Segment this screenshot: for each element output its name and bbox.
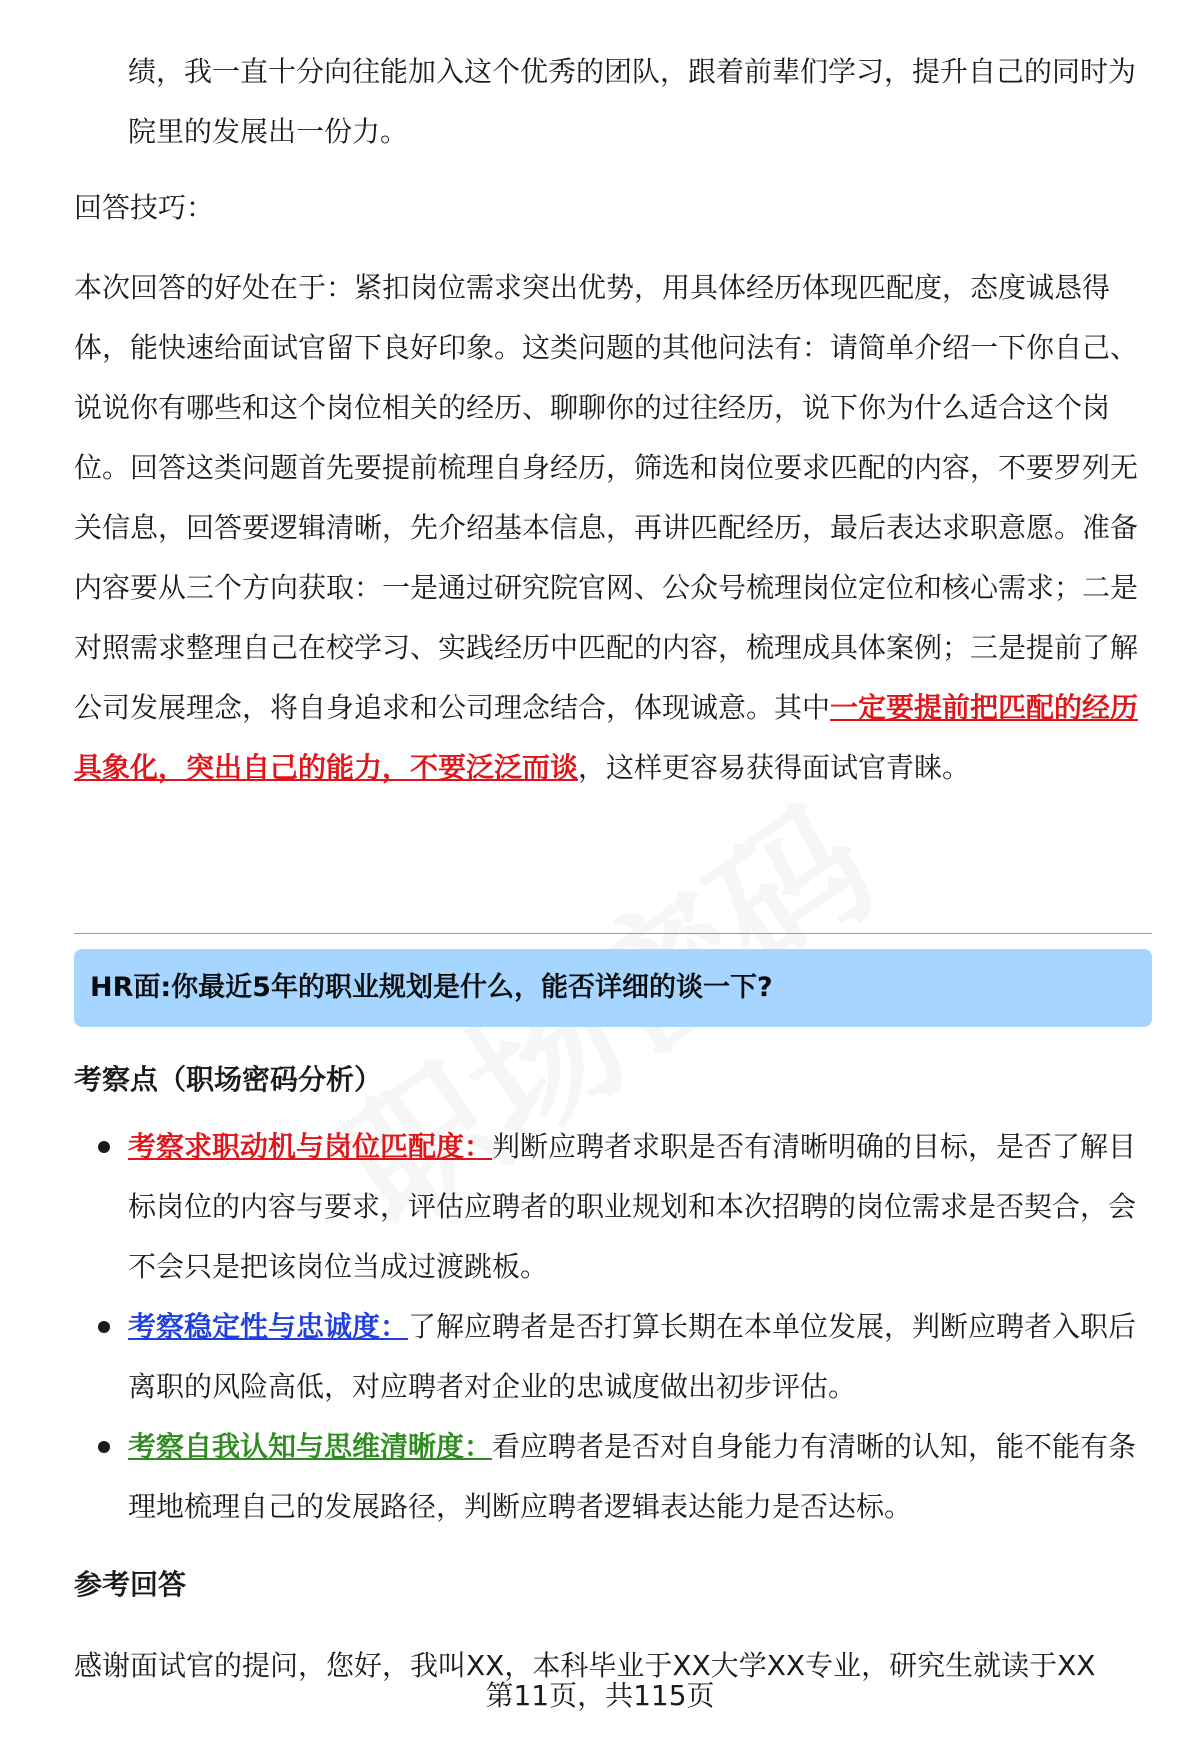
question-text: HR面:你最近5年的职业规划是什么，能否详细的谈一下?	[90, 972, 773, 1003]
analysis-item-label: 考察求职动机与岗位匹配度：	[128, 1130, 493, 1163]
tips-text-end: ，这样更容易获得面试官青睐。	[578, 751, 971, 784]
tips-text-start: 本次回答的好处在于：紧扣岗位需求突出优势，用具体经历体现匹配度，态度诚恳得体，能快速给面试官留下良好印象。这类问题的其他问法有：请简单介绍一下你自己、说说你有哪些和这个岗位相关的经历、聊聊你的过往经历，说下你为什么适合这个岗位。回答这类问题首先要提前梳理自身经历，筛选和岗位要求匹配的内容，不要罗列无关信息，回答要逻辑清晰，先介绍基本信息，再讲匹配经历，最后表达求职意愿。准备内容要从三个方向获取：一是通过研究院官网、公众号梳理岗位定位和核心需求；二是对照需求整理自己在校学习、实践经历中匹配的内容，梳理成具体案例；三是提前了解公司发展理念，将自身追求和公司理念结合，体现诚意。其中	[74, 271, 1139, 724]
analysis-item	[128, 1117, 1152, 1297]
question-box	[74, 949, 1152, 1027]
analysis-item-text: 了解应聘者是否打算长期在本单位发展，判断应聘者入职后离职的风险高低，对应聘者对企业的忠诚度做出初步评估。	[128, 1310, 1137, 1403]
bullet-dot	[98, 1321, 110, 1333]
analysis-item-label: 考察自我认知与思维清晰度：	[128, 1430, 493, 1463]
analysis-item-label: 考察稳定性与忠诚度：	[128, 1310, 409, 1343]
page-footer: 第11页，共115页	[485, 1679, 715, 1712]
reference-text: 感谢面试官的提问，您好，我叫XX，本科毕业于XX大学XX专业，研究生就读于XX	[74, 1649, 1096, 1682]
analysis-title: 考察点（职场密码分析）	[74, 1063, 383, 1096]
tips-paragraph	[74, 258, 1152, 798]
analysis-item-text: 看应聘者是否对自身能力有清晰的认知，能不能有条理地梳理自己的发展路径，判断应聘者逻辑表达能力是否达标。	[128, 1430, 1137, 1523]
section-divider	[74, 933, 1152, 934]
bullet-dot	[98, 1141, 110, 1153]
analysis-item-text: 判断应聘者求职是否有清晰明确的目标，是否了解目标岗位的内容与要求，评估应聘者的职业规划和本次招聘的岗位需求是否契合，会不会只是把该岗位当成过渡跳板。	[128, 1130, 1137, 1283]
tips-highlight: 一定要提前把匹配的经历具象化，突出自己的能力，不要泛泛而谈	[74, 691, 1139, 784]
analysis-item	[128, 1417, 1152, 1537]
tips-title: 回答技巧：	[74, 191, 215, 224]
analysis-item	[128, 1297, 1152, 1417]
bullet-dot	[98, 1441, 110, 1453]
intro-paragraph: 绩，我一直十分向往能加入这个优秀的团队，跟着前辈们学习，提升自己的同时为院里的发展出一份力。	[128, 55, 1137, 148]
reference-title: 参考回答	[74, 1568, 187, 1601]
